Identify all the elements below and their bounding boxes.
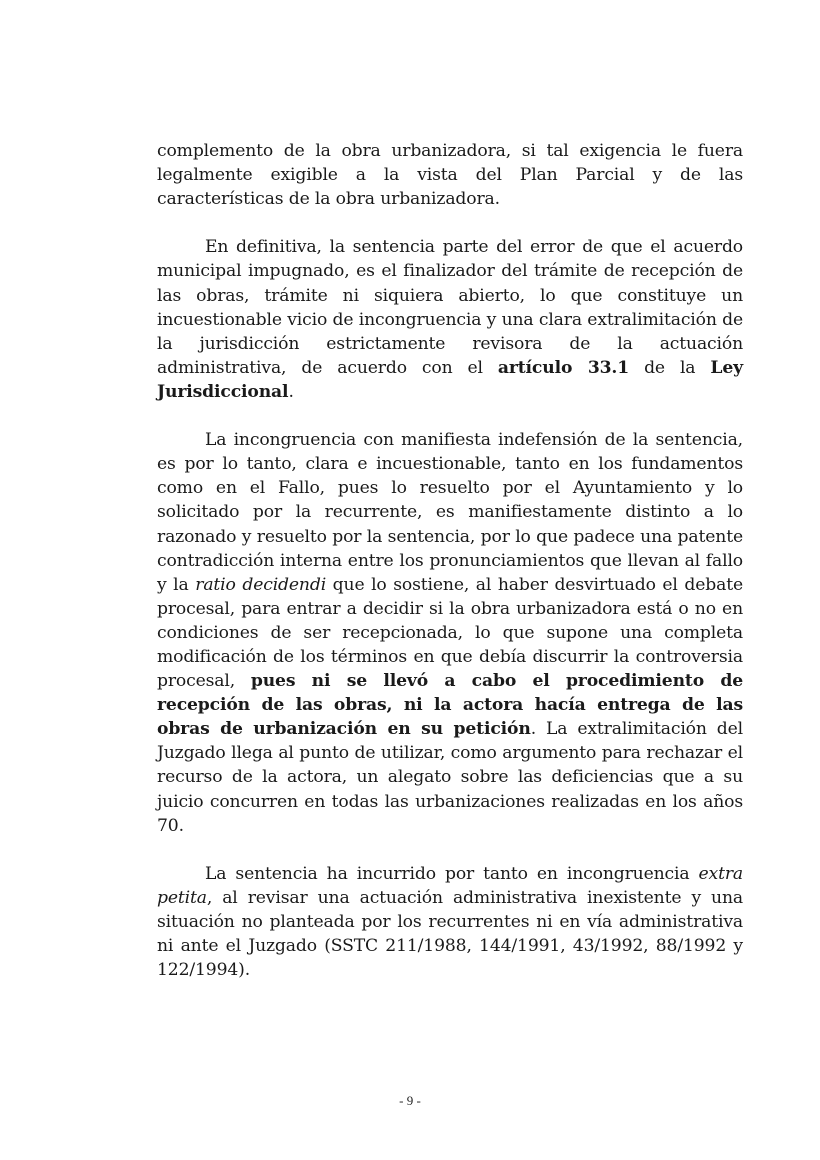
text-run: que lo sostiene, al haber desvirtuado el debate procesal, para entrar a decidir si la obra urbanizadora está o no en condiciones de ser recepcionada, lo que supone una completa modificación de los términos en que debía discurrir la controversia procesal, <box>157 574 743 692</box>
text-run: La incongruencia con manifiesta indefensión de la sentencia, es por lo tanto, clara e incuestionable, tanto en los fundamentos como en el Fallo, pues lo resuelto por el Ayuntamiento y lo solicitado por la recurrente, es manifiestamente distinto a lo razonado y resuelto por la sentencia, por lo que padece una patente contradicción interna entre los pronunciamientos que llevan al fallo y la <box>157 430 743 595</box>
italic-text: extra petita <box>157 863 743 908</box>
body-text <box>157 139 743 982</box>
text-run: de la <box>629 357 711 378</box>
text-run: . La extralimitación del Juzgado llega al punto de utilizar, como argumento para rechazar el recurso de la actora, un alegato sobre las deficiencias que a su juicio concurren en todas las urbanizaciones realizadas en los años 70. <box>157 719 743 836</box>
paragraph <box>157 235 743 404</box>
italic-text: ratio decidendi <box>195 574 327 595</box>
text-run: En definitiva, la sentencia parte del error de que el acuerdo municipal impugnado, es el finalizador del trámite de recepción de las obras, trámite ni siquiera abierto, lo que constituye un incuestionable vicio de incongruencia y una clara extralimitación de la jurisdicción estrictamente revisora de la actuación administrativa, de acuerdo con el <box>157 237 743 378</box>
text-run: complemento de la obra urbanizadora, si tal exigencia le fuera legalmente exigible a la vista del Plan Parcial y de las características de la obra urbanizadora. <box>157 141 743 210</box>
bold-text: artículo 33.1 <box>497 357 630 378</box>
text-run: . <box>288 381 294 402</box>
text-run: , al revisar una actuación administrativa inexistente y una situación no planteada por los recurrentes ni en vía administrativa ni ante el Juzgado (SSTC 211/1988, 144/1991, 43/1992, 88/1992 y 122/1994). <box>157 887 743 981</box>
page-number: - 9 - <box>399 1093 421 1108</box>
text-run: La sentencia ha incurrido por tanto en incongruencia <box>205 863 699 884</box>
paragraph <box>157 139 743 211</box>
paragraph <box>157 428 743 838</box>
paragraph <box>157 862 743 982</box>
bold-text: pues ni se llevó a cabo el procedimiento de recepción de las obras, ni la actora hacía entrega de las obras de urbanización en su petición <box>157 671 743 740</box>
bold-text: Ley Jurisdiccional <box>157 357 743 402</box>
